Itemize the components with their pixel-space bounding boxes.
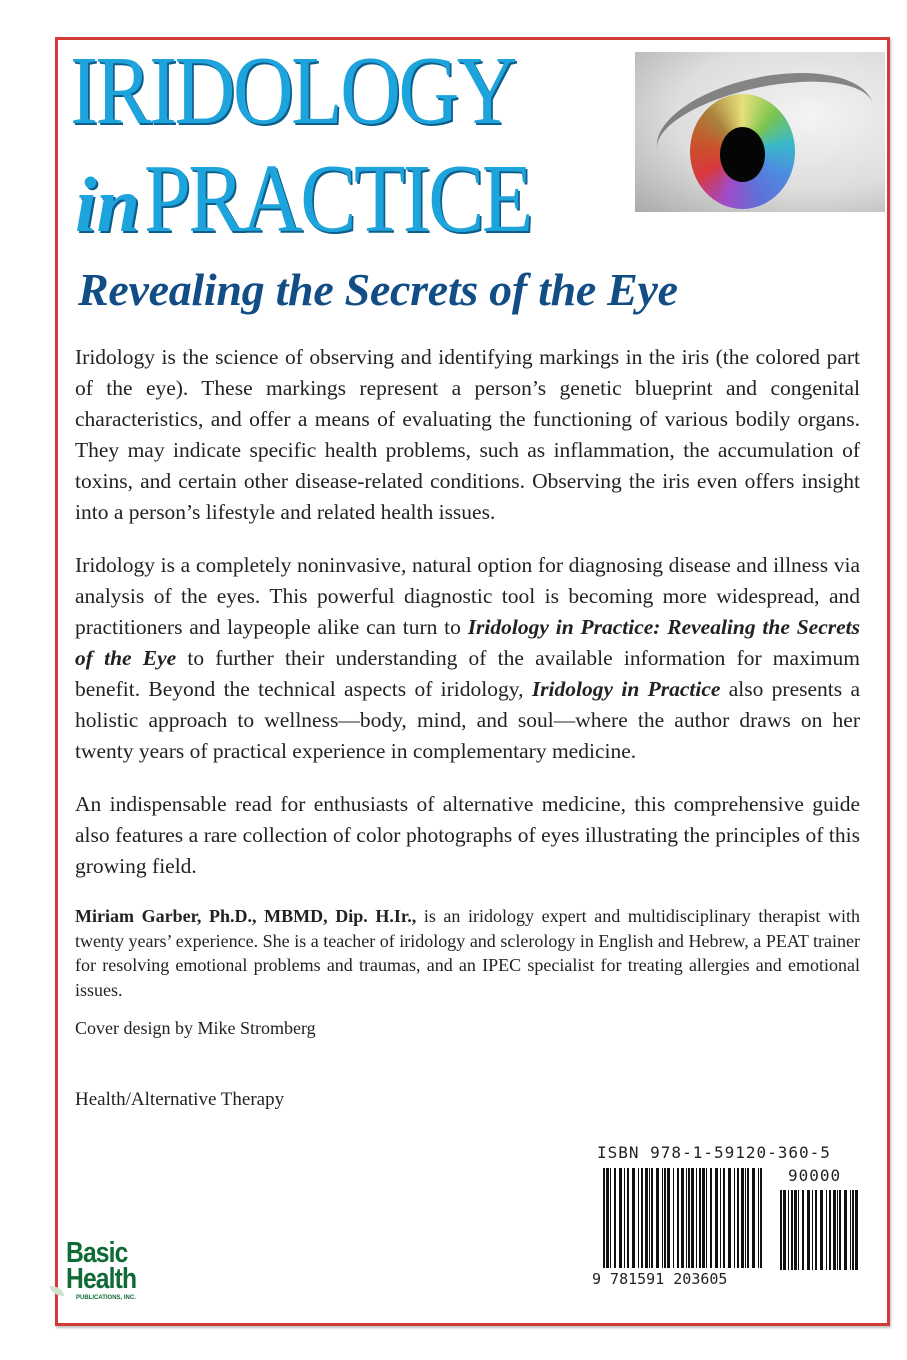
barcode-bar xyxy=(619,1168,622,1268)
book-title-reference: Iridology in Practice: Revealing the Secrets of the Eye xyxy=(75,615,860,670)
logo-basic: Basic xyxy=(66,1237,128,1269)
barcode-bar xyxy=(702,1168,705,1268)
barcode-bar xyxy=(741,1168,744,1268)
barcode-addon xyxy=(780,1190,860,1270)
barcode-bar xyxy=(794,1190,797,1270)
barcode-bar xyxy=(624,1168,625,1268)
barcode-bar xyxy=(760,1168,762,1268)
description-paragraph-3: An indispensable read for enthusiasts of alternative medicine, this comprehensive guide also features a rare collection of color photographs of eyes illustrating the principles of this growing field. xyxy=(75,792,860,878)
barcode-bar xyxy=(673,1168,674,1268)
barcode-bar xyxy=(802,1190,804,1270)
barcode-bar xyxy=(812,1190,813,1270)
barcode-bar xyxy=(829,1190,831,1270)
barcode-bar xyxy=(791,1190,793,1270)
barcode-main xyxy=(603,1168,765,1268)
book-subtitle: Revealing the Secrets of the Eye xyxy=(78,264,678,315)
description-paragraph-1: Iridology is the science of observing and identifying markings in the iris (the colored part of the eye). These markings represent a person’s genetic blueprint and congenital characteristics, and offer a means of evaluating the functioning of various bodily organs. They may indicate specific health problems, such as inflammation, the accumulation of toxins, and certain other disease-related conditions. Observing the iris even offers insight into a person’s lifestyle and related health issues. xyxy=(75,345,860,524)
barcode-bar xyxy=(706,1168,707,1268)
eye-image xyxy=(635,52,885,212)
author-bio xyxy=(75,904,860,1002)
author-bio-text: is an iridology expert and multidisciplinary therapist with twenty years’ experience. She is a teacher of iridology and sclerology in English and Hebrew, a PEAT trainer for resolving emotional problems and traumas, and an IPEC specialist for treating allergies and emotional issues. xyxy=(75,906,860,1000)
isbn-text: ISBN 978-1-59120-360-5 xyxy=(597,1143,831,1162)
barcode-bar xyxy=(852,1190,854,1270)
barcode-bar xyxy=(603,1168,605,1268)
barcode-bar xyxy=(826,1190,827,1270)
barcode-bar xyxy=(688,1168,690,1268)
publisher-logo xyxy=(66,1237,149,1302)
barcode-bar xyxy=(747,1168,749,1268)
title-line-iridology: IRIDOLOGY xyxy=(70,37,515,145)
title-line-in-practice xyxy=(75,145,594,253)
barcode-bar xyxy=(632,1168,635,1268)
barcode-bar xyxy=(610,1168,611,1268)
text: to further their understanding of the available information for maximum benefit. Beyond the technical aspects of iridology, xyxy=(75,646,860,701)
pupil xyxy=(720,127,765,182)
book-category: Health/Alternative Therapy xyxy=(75,1089,285,1110)
barcode-bar xyxy=(752,1168,755,1268)
barcode-bar xyxy=(783,1190,786,1270)
barcode-bar xyxy=(649,1168,650,1268)
text: also presents a holistic approach to wellness—body, mind, and soul—where the author draws on her twenty years of practical experience in complementary medicine. xyxy=(75,677,860,763)
barcode-bar xyxy=(699,1168,701,1268)
price-code: 90000 xyxy=(788,1166,842,1185)
barcode-bar xyxy=(681,1168,684,1268)
barcode-bar xyxy=(691,1168,694,1268)
title-practice: PRACTICE xyxy=(144,145,531,253)
barcode-bar xyxy=(807,1190,810,1270)
barcode-bar xyxy=(798,1190,799,1270)
barcode-bar xyxy=(720,1168,721,1268)
barcode-bar xyxy=(737,1168,739,1268)
barcode-bar xyxy=(651,1168,653,1268)
barcode-bar xyxy=(788,1190,789,1270)
barcode-bar xyxy=(833,1190,836,1270)
barcode-bar xyxy=(728,1168,731,1268)
barcode-bar xyxy=(627,1168,629,1268)
barcode-bar xyxy=(780,1190,782,1270)
title-in: in xyxy=(75,161,141,248)
barcode-bar xyxy=(614,1168,616,1268)
barcode-bar xyxy=(667,1168,670,1268)
barcode-bar xyxy=(844,1190,847,1270)
barcode-bar xyxy=(855,1190,858,1270)
barcode-bar xyxy=(696,1168,697,1268)
barcode-bar xyxy=(723,1168,725,1268)
text: Iridology is a completely noninvasive, natural option for diagnosing disease and illness via analysis of the eyes. This powerful diagnostic tool is becoming more widespread, and practitioners and laypeople alike can turn to xyxy=(75,553,860,639)
cover-design-credit: Cover design by Mike Stromberg xyxy=(75,1018,316,1038)
barcode-bar xyxy=(656,1168,659,1268)
barcode-bar xyxy=(686,1168,687,1268)
description-paragraph-2 xyxy=(75,550,860,767)
barcode-number: 9 781591 203605 xyxy=(592,1270,728,1288)
author-name: Miriam Garber, Ph.D., MBMD, Dip. H.Ir., xyxy=(75,906,417,926)
barcode-bar xyxy=(734,1168,735,1268)
barcode-bar xyxy=(606,1168,609,1268)
barcode-bar xyxy=(745,1168,746,1268)
barcode-bar xyxy=(815,1190,817,1270)
barcode-bar xyxy=(715,1168,718,1268)
barcode-bar xyxy=(837,1190,838,1270)
logo-publications: PUBLICATIONS, INC. xyxy=(76,1295,136,1302)
barcode-bar xyxy=(664,1168,666,1268)
logo-health: Health xyxy=(66,1263,137,1296)
barcode-bar xyxy=(820,1190,823,1270)
book-title-reference: Iridology in Practice xyxy=(531,677,721,701)
barcode-bar xyxy=(662,1168,663,1268)
barcode-bar xyxy=(638,1168,639,1268)
back-cover-text xyxy=(75,342,860,1112)
barcode-bar xyxy=(710,1168,712,1268)
barcode-bar xyxy=(677,1168,679,1268)
barcode-bar xyxy=(850,1190,851,1270)
barcode-bar xyxy=(758,1168,759,1268)
barcode-bar xyxy=(641,1168,643,1268)
barcode-bar xyxy=(839,1190,841,1270)
barcode-bar xyxy=(645,1168,648,1268)
